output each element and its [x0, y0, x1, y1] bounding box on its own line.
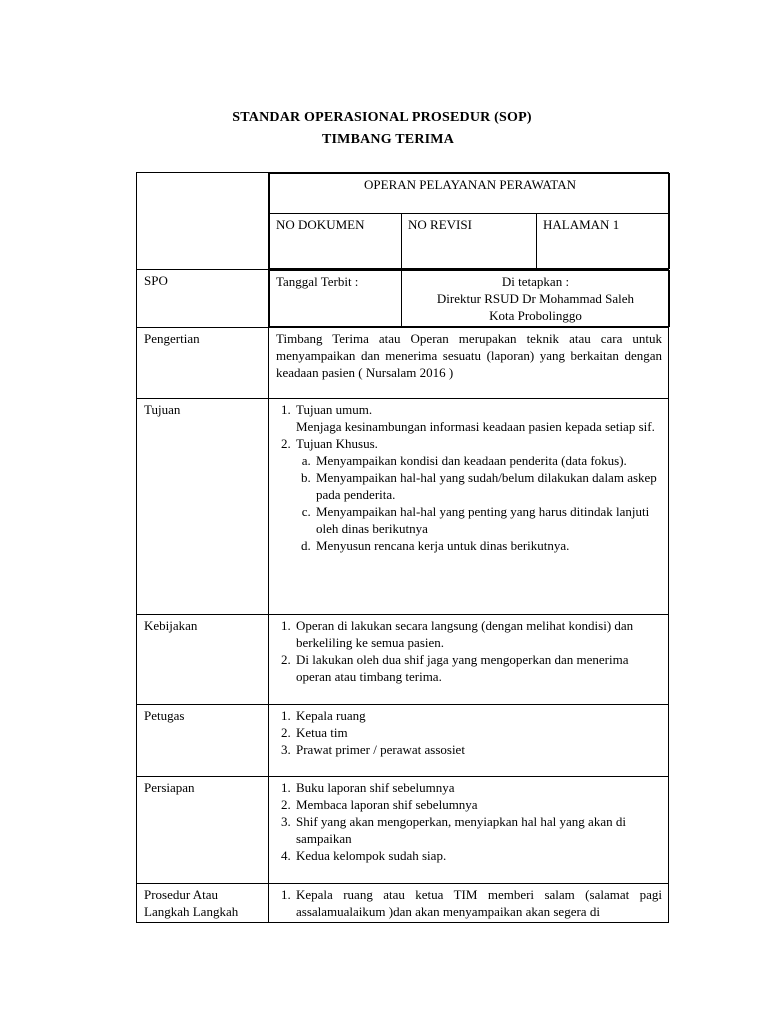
logo-cell: [137, 173, 269, 270]
prosedur-row: [137, 884, 669, 923]
no-dokumen-cell: NO DOKUMEN: [270, 214, 402, 269]
spo-inner-table: [269, 270, 670, 327]
tujuan-list: [276, 401, 662, 554]
document-subtitle: TIMBANG TERIMA: [321, 132, 455, 147]
pengertian-row: [137, 328, 669, 399]
ditetapkan-cell: [402, 271, 670, 327]
list-item: 1. Buku laporan shif sebelumnya: [294, 779, 662, 796]
ditetapkan-label: Di tetapkan :: [501, 274, 570, 289]
pengertian-label: Pengertian: [137, 328, 269, 399]
petugas-label: Petugas: [137, 705, 269, 777]
prosedur-list: [276, 886, 662, 920]
list-item: d. Menyusun rencana kerja untuk dinas berikutnya.: [314, 537, 662, 554]
list-item: a. Menyampaikan kondisi dan keadaan penderita (data fokus).: [314, 452, 662, 469]
persiapan-label: Persiapan: [137, 777, 269, 884]
list-item: 1. Kepala ruang atau ketua TIM memberi salam (salamat pagi assalamualaikum )dan akan menyampaikan akan segera di: [294, 886, 662, 920]
document-title: STANDAR OPERASIONAL PROSEDUR (SOP): [232, 110, 532, 125]
tanggal-terbit: Tanggal Terbit :: [270, 271, 402, 327]
pengertian-text: Timbang Terima atau Operan merupakan teknik atau cara untuk menyampaikan dan menerima sesuatu (laporan) yang berkaitan dengan keadaan pasien ( Nursalam 2016 ): [269, 328, 669, 399]
halaman-cell: HALAMAN 1: [537, 214, 670, 269]
tujuan-khusus-list: [296, 452, 662, 554]
tujuan-row: [137, 399, 669, 615]
spo-row: [137, 270, 669, 328]
tujuan-umum-desc: Menjaga kesinambungan informasi keadaan pasien kepada setiap sif.: [296, 419, 655, 434]
list-item: [294, 401, 662, 435]
kebijakan-content: [269, 615, 669, 705]
list-item: 3. Prawat primer / perawat assosiet: [294, 741, 662, 758]
header-inner-table: [269, 173, 670, 269]
kota-name: Kota Probolinggo: [489, 308, 582, 323]
tujuan-content: [269, 399, 669, 615]
list-item: 2. Ketua tim: [294, 724, 662, 741]
header-row: [137, 173, 669, 270]
prosedur-label: Prosedur Atau Langkah Langkah: [137, 884, 269, 923]
petugas-content: [269, 705, 669, 777]
list-item: 3. Shif yang akan mengoperkan, menyiapkan hal hal yang akan di sampaikan: [294, 813, 662, 847]
list-item: 1. Kepala ruang: [294, 707, 662, 724]
list-item: 1. Operan di lakukan secara langsung (dengan melihat kondisi) dan berkeliling ke semua pasien.: [294, 617, 662, 651]
petugas-list: [276, 707, 662, 758]
petugas-row: [137, 705, 669, 777]
sop-table: [136, 172, 669, 923]
persiapan-row: [137, 777, 669, 884]
persiapan-list: [276, 779, 662, 864]
spo-cell: [269, 270, 669, 328]
kebijakan-label: Kebijakan: [137, 615, 269, 705]
tujuan-khusus: Tujuan Khusus.: [296, 436, 378, 451]
list-item: 4. Kedua kelompok sudah siap.: [294, 847, 662, 864]
no-revisi-cell: NO REVISI: [402, 214, 537, 269]
header-cell: [269, 173, 669, 270]
tujuan-label: Tujuan: [137, 399, 269, 615]
list-item: 2. Di lakukan oleh dua shif jaga yang mengoperkan dan menerima operan atau timbang terima.: [294, 651, 662, 685]
persiapan-content: [269, 777, 669, 884]
tujuan-umum: Tujuan umum.: [296, 402, 373, 417]
prosedur-content: [269, 884, 669, 923]
kebijakan-list: [276, 617, 662, 685]
list-item: [294, 435, 662, 554]
direktur-name: Direktur RSUD Dr Mohammad Saleh: [436, 291, 635, 306]
list-item: b. Menyampaikan hal-hal yang sudah/belum dilakukan dalam askep pada penderita.: [314, 469, 662, 503]
list-item: 2. Membaca laporan shif sebelumnya: [294, 796, 662, 813]
kebijakan-row: [137, 615, 669, 705]
spo-label: SPO: [137, 270, 269, 328]
unit-title: OPERAN PELAYANAN PERAWATAN: [270, 174, 670, 214]
list-item: c. Menyampaikan hal-hal yang penting yang harus ditindak lanjuti oleh dinas berikutnya: [314, 503, 662, 537]
